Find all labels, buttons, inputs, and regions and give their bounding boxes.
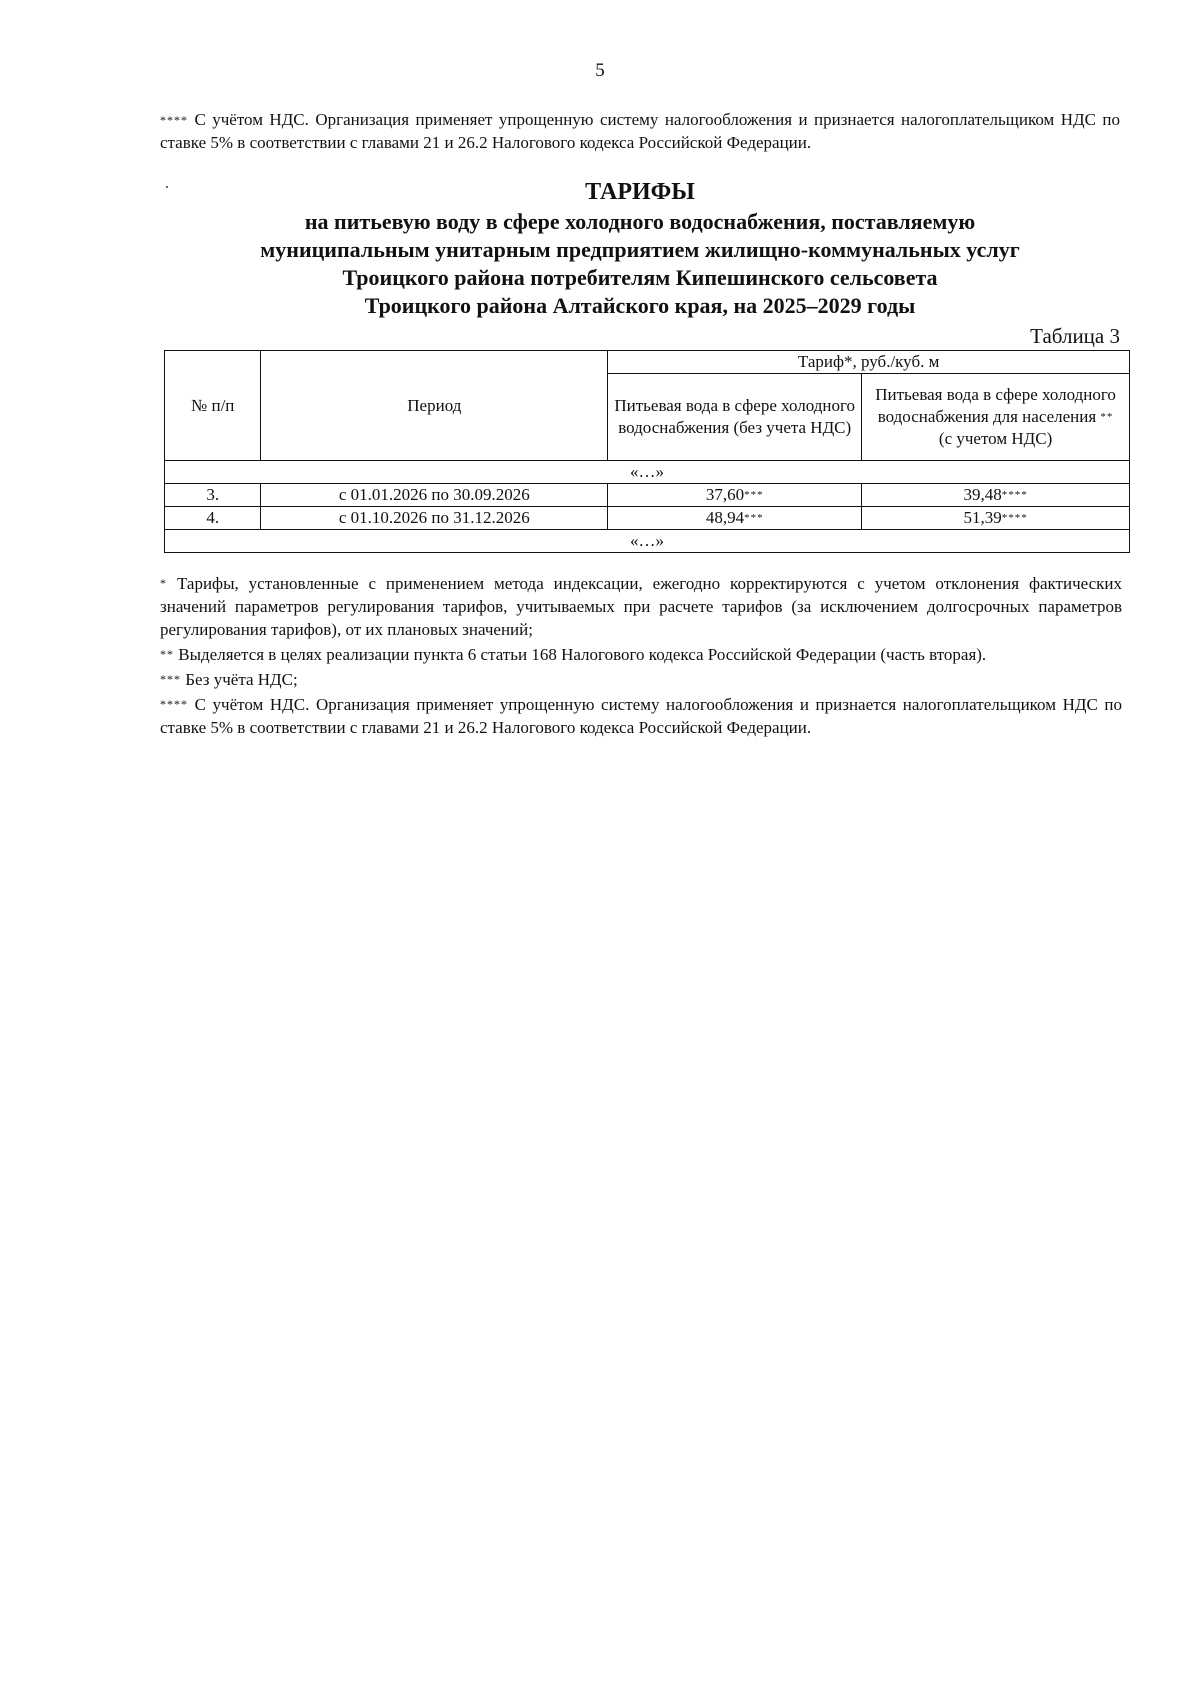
footnotes	[160, 572, 1122, 741]
header-tariff-group: Тариф*, руб./куб. м	[608, 351, 1130, 374]
value-b: 51,39	[963, 508, 1002, 527]
row-value-b	[862, 484, 1130, 507]
row-value-b	[862, 507, 1130, 530]
header-col-b-main: Питьевая вода в сфере холодного водоснабжения для населения	[875, 385, 1116, 426]
table-row	[165, 530, 1130, 553]
row-num: 4.	[165, 507, 261, 530]
row-period: с 01.10.2026 по 31.12.2026	[261, 507, 608, 530]
footnote-2-mark: **	[160, 647, 174, 661]
footnote-3	[160, 668, 1122, 691]
row-value-a	[608, 507, 862, 530]
header-num: № п/п	[165, 351, 261, 461]
table-row	[165, 507, 1130, 530]
header-col-b	[862, 374, 1130, 461]
header-col-a: Питьевая вода в сфере холодного водоснабжения (без учета НДС)	[608, 374, 862, 461]
value-b-mark: ****	[1001, 512, 1028, 524]
tariff-table	[164, 350, 1130, 553]
top-note-text: С учётом НДС. Организация применяет упрощенную систему налогообложения и признается налогоплательщиком НДС по ставке 5% в соответствии с главами 21 и 26.2 Налогового кодекса Российской Федерации.	[160, 110, 1121, 152]
value-b: 39,48	[963, 485, 1002, 504]
value-a: 48,94	[705, 508, 745, 527]
ellipsis-bottom: «…»	[165, 530, 1130, 553]
header-period: Период	[261, 351, 608, 461]
value-a-mark: ***	[744, 489, 764, 501]
table-header-row-1	[165, 351, 1130, 374]
value-a-mark: ***	[744, 512, 764, 524]
value-a: 37,60	[705, 485, 745, 504]
header-col-b-tail: (с учетом НДС)	[938, 429, 1053, 448]
table-row	[165, 484, 1130, 507]
footnote-2-text: Выделяется в целях реализации пункта 6 статьи 168 Налогового кодекса Российской Федерации (часть вторая).	[178, 645, 987, 664]
ellipsis-top: «…»	[165, 461, 1130, 484]
value-b-mark: ****	[1001, 489, 1028, 501]
title-main: ТАРИФЫ	[585, 179, 695, 205]
footnote-4	[160, 693, 1122, 739]
table-row	[165, 461, 1130, 484]
table-label: Таблица 3	[1030, 324, 1120, 348]
page-number: 5	[595, 60, 605, 81]
footnote-1	[160, 572, 1122, 641]
top-note	[160, 108, 1120, 154]
footnote-4-mark: ****	[160, 697, 188, 711]
row-period: с 01.01.2026 по 30.09.2026	[261, 484, 608, 507]
footnote-1-text: Тарифы, установленные с применением метода индексации, ежегодно корректируются с учетом отклонения фактических значений параметров регулирования тарифов, учитываемых при расчете тарифов (за исключением долгосрочных параметров регулирования тарифов), от их плановых значений;	[160, 574, 1123, 639]
document-title	[160, 178, 1120, 320]
footnote-2	[160, 643, 1122, 666]
header-col-b-mark: **	[1100, 411, 1114, 423]
footnote-1-mark: *	[160, 576, 167, 590]
row-num: 3.	[165, 484, 261, 507]
title-line-3: Троицкого района потребителям Кипешинского сельсовета	[342, 265, 938, 290]
title-line-1: на питьевую воду в сфере холодного водоснабжения, поставляемую	[304, 209, 976, 234]
row-value-a	[608, 484, 862, 507]
title-line-2: муниципальным унитарным предприятием жилищно-коммунальных услуг	[260, 237, 1020, 262]
title-line-4: Троицкого района Алтайского края, на 2025–2029 годы	[364, 293, 916, 318]
footnote-3-mark: ***	[160, 672, 181, 686]
footnote-3-text: Без учёта НДС;	[185, 670, 298, 689]
top-note-mark: ****	[160, 113, 188, 127]
footnote-4-text: С учётом НДС. Организация применяет упрощенную систему налогообложения и признается налогоплательщиком НДС по ставке 5% в соответствии с главами 21 и 26.2 Налогового кодекса Российской Федерации.	[160, 695, 1123, 737]
